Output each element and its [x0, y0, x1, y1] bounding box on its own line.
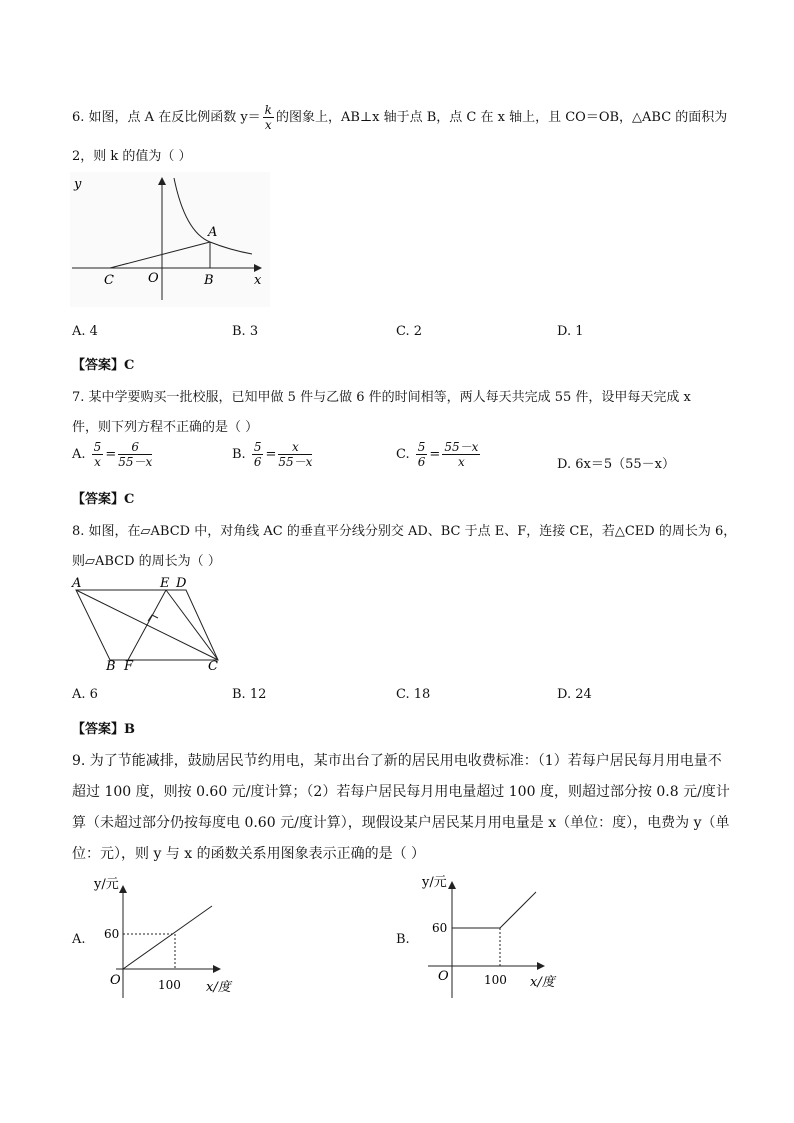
q6-stem-line1	[72, 103, 727, 132]
q8-stem-line2: 则▱ABCD 的周长为（ ）	[72, 554, 221, 569]
q9a-yval: 60	[104, 927, 120, 941]
q7-stem-line2: 件，则下列方程不正确的是（ ）	[72, 420, 259, 435]
q7-c-eq: =	[429, 447, 441, 462]
q7-stem-line1: 7. 某中学要购买一批校服，已知甲做 5 件与乙做 6 件的时间相等，两人每天共完成 55 件，设甲每天完成 x	[72, 390, 691, 405]
q6-label-x: x	[254, 273, 262, 288]
q7-a-frac2	[118, 440, 152, 469]
q7-option-a[interactable]	[72, 440, 154, 469]
q6-option-a[interactable]: A. 4	[72, 324, 98, 339]
q7-a-f1n: 5	[93, 440, 102, 454]
q9-option-a-label[interactable]: A.	[72, 932, 86, 947]
q7-b-f2d: 55－x	[278, 455, 313, 469]
q9b-yval: 60	[432, 921, 448, 935]
q8-label-A: A	[72, 576, 82, 591]
q8-option-d[interactable]: D. 24	[557, 687, 592, 702]
q6-frac-den: x	[264, 118, 272, 132]
q7-answer: 【答案】C	[72, 492, 135, 507]
q9a-origin: O	[110, 973, 121, 988]
q9b-rising-segment	[500, 892, 536, 928]
q9b-y-arrow	[448, 881, 456, 889]
q9a-function-line	[123, 906, 212, 969]
q7-b-frac2	[278, 440, 312, 469]
q9-graph-b[interactable]	[420, 870, 570, 1002]
q9a-y-arrow	[119, 885, 127, 893]
q8-option-a[interactable]: A. 6	[72, 687, 98, 702]
q7-c-frac1	[416, 440, 428, 469]
q8-answer: 【答案】B	[72, 722, 135, 737]
q9b-origin: O	[438, 969, 449, 984]
q9a-xlabel: x/度	[206, 980, 231, 995]
q6-label-A: A	[208, 225, 218, 240]
q8-option-c[interactable]: C. 18	[396, 687, 431, 702]
q6-fraction	[263, 103, 274, 132]
q6-figure	[70, 172, 270, 307]
q9a-ylabel: y/元	[94, 877, 119, 892]
q7-c-f1n: 5	[417, 440, 426, 454]
q7-c-frac2	[442, 440, 480, 469]
q8-figure	[68, 576, 228, 672]
q6-label-y: y	[74, 177, 82, 192]
q7-b-frac1	[252, 440, 264, 469]
q7-a-f2d: 55－x	[118, 455, 153, 469]
q8-segment-ef	[128, 590, 166, 660]
q7-b-f1n: 5	[253, 440, 262, 454]
q9-stem-line4: 位：元），则 y 与 x 的函数关系用图象表示正确的是（ ）	[72, 846, 426, 862]
q8-segment-ce	[166, 590, 218, 660]
q6-frac-num: k	[264, 103, 272, 117]
q6-option-c[interactable]: C. 2	[396, 324, 423, 339]
q9a-xval: 100	[158, 978, 181, 992]
q8-stem-line1: 8. 如图，在▱ABCD 中，对角线 AC 的垂直平分线分别交 AD、BC 于点 E、F，连接 CE，若△CED 的周长为 6，	[72, 524, 737, 539]
q7-c-f2n: 55－x	[444, 440, 479, 454]
q6-label-C: C	[104, 273, 114, 288]
q6-label-O: O	[148, 271, 159, 286]
q6-stem-part-a: 6. 如图，点 A 在反比例函数 y＝	[72, 110, 261, 125]
q7-a-eq: =	[105, 447, 117, 462]
q7-option-b[interactable]	[232, 440, 314, 469]
q9-graph-a[interactable]	[90, 872, 240, 1002]
q7-c-f1d: 6	[417, 455, 426, 469]
q9-stem-line2: 超过 100 度，则按 0.60 元/度计算；（2）若每户居民每月用电量超过 100 度，则超过部分按 0.8 元/度计	[72, 784, 730, 800]
q6-stem-line2: 2，则 k 的值为（ ）	[72, 149, 192, 164]
q6-answer: 【答案】C	[72, 358, 135, 373]
q9b-xval: 100	[484, 973, 507, 987]
q9-option-b-label[interactable]: B.	[396, 932, 410, 947]
q8-label-D: D	[176, 576, 187, 591]
q6-label-B: B	[204, 273, 214, 288]
q8-label-C: C	[208, 659, 218, 672]
q7-b-eq: =	[265, 447, 277, 462]
q6-option-d[interactable]: D. 1	[557, 324, 584, 339]
q7-b-f1d: 6	[253, 455, 262, 469]
q6-stem-part-b: 的图象上，AB⊥x 轴于点 B，点 C 在 x 轴上，且 CO＝OB，△ABC 的面积为	[275, 110, 728, 125]
q7-a-f1d: x	[94, 455, 101, 469]
q8-label-F: F	[124, 659, 134, 672]
q9b-xlabel: x/度	[530, 975, 555, 990]
q7-option-a-label: A.	[72, 447, 86, 462]
q9-stem-line3: 算（未超过部分仍按每度电 0.60 元/度计算），现假设某户居民某月用电量是 x（单位：度），电费为 y（单	[72, 815, 730, 831]
q6-option-b[interactable]: B. 3	[232, 324, 259, 339]
q7-a-frac1	[92, 440, 104, 469]
q8-label-B: B	[106, 659, 116, 672]
q7-option-d[interactable]: D. 6x＝5（55－x）	[557, 457, 675, 472]
q9a-x-arrow	[213, 965, 221, 973]
q7-option-b-label: B.	[232, 447, 246, 462]
q9-stem-line1: 9. 为了节能减排，鼓励居民节约用电，某市出台了新的居民用电收费标准：（1）若每户居民每月用电量不	[72, 753, 722, 769]
q9b-ylabel: y/元	[422, 875, 447, 890]
q9b-x-arrow	[537, 962, 545, 970]
q7-option-c[interactable]	[396, 440, 482, 469]
q8-option-b[interactable]: B. 12	[232, 687, 267, 702]
q6-figure-bg	[70, 172, 270, 307]
q7-option-c-label: C.	[396, 447, 410, 462]
q7-c-f2d: x	[457, 455, 465, 469]
q8-label-E: E	[160, 576, 170, 591]
q7-b-f2n: x	[278, 440, 312, 455]
q7-a-f2n: 6	[118, 440, 152, 455]
